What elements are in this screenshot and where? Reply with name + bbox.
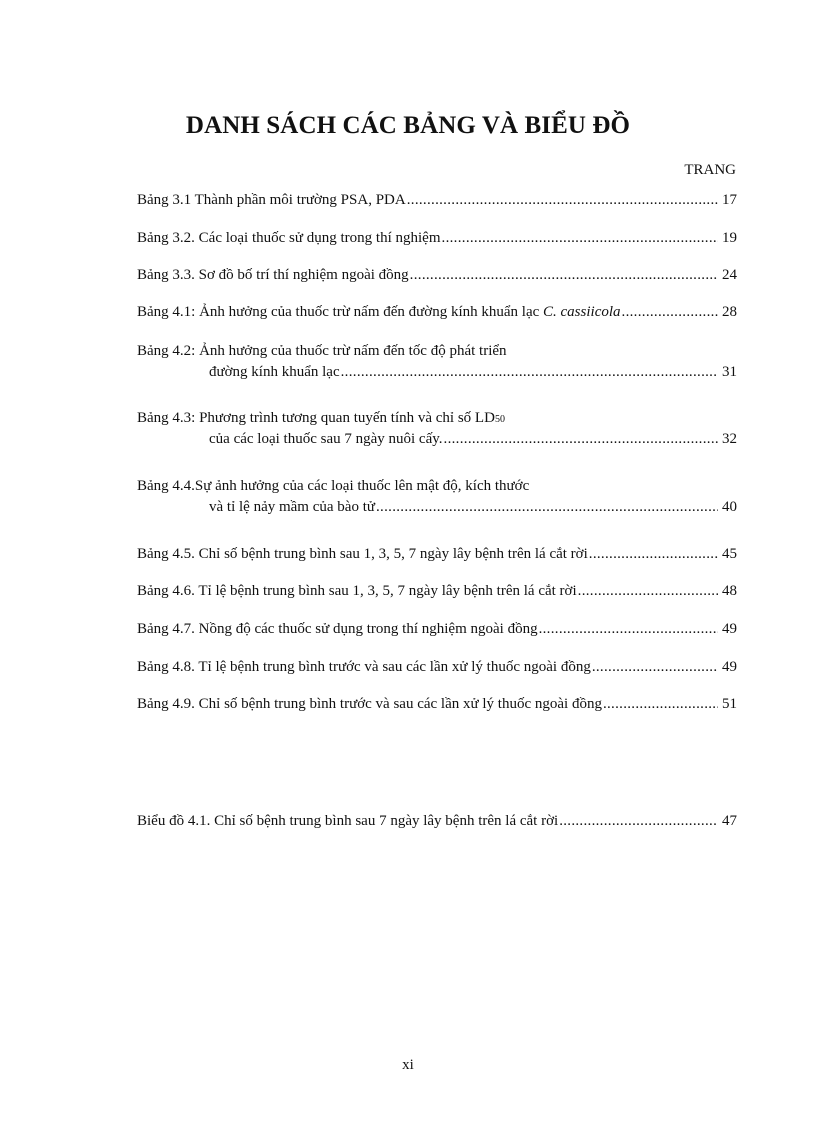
entry-page: 49 — [722, 659, 737, 675]
entry-text-line2: của các loại thuốc sau 7 ngày nuôi cấy. — [209, 431, 443, 447]
leader-dots — [341, 363, 718, 381]
entry-text: Biểu đồ 4.1. Chỉ số bệnh trung bình sau 7 ngày lây bệnh trên lá cắt rời — [137, 813, 559, 829]
toc-entry-bang-4-8[interactable] — [137, 658, 737, 676]
toc-entry-bang-4-4[interactable] — [137, 477, 737, 516]
page-title: DANH SÁCH CÁC BẢNG VÀ BIỂU ĐỒ — [185, 112, 631, 139]
leader-dots — [410, 266, 718, 284]
entry-text: Bảng 4.7. Nồng độ các thuốc sử dụng trong thí nghiệm ngoài đồng — [137, 621, 538, 637]
leader-dots — [589, 545, 718, 563]
entry-text-line1: Bảng 4.4.Sự ảnh hưởng của các loại thuốc lên mật độ, kích thước — [137, 478, 530, 494]
toc-entry-bang-4-9[interactable] — [137, 695, 737, 713]
entry-page: 49 — [722, 621, 737, 637]
entry-text: Bảng 3.2. Các loại thuốc sử dụng trong thí nghiệm — [137, 230, 441, 246]
toc-entry-bang-4-5[interactable] — [137, 545, 737, 563]
toc-entry-bieu-do-4-1[interactable] — [137, 812, 737, 830]
entry-text-line1: Bảng 4.3: Phương trình tương quan tuyến tính và chỉ số LD — [137, 410, 495, 426]
entry-page: 28 — [722, 304, 737, 320]
entry-page: 40 — [722, 499, 737, 515]
entry-text-line2: và tỉ lệ nảy mầm của bào tử — [209, 499, 375, 515]
leader-dots — [603, 695, 718, 713]
entry-page: 51 — [722, 696, 737, 712]
entry-species-name: C. cassiicola — [543, 304, 621, 320]
entry-page: 32 — [722, 431, 737, 447]
leader-dots — [578, 582, 718, 600]
entry-text-line2: đường kính khuẩn lạc — [209, 364, 340, 380]
entry-page: 47 — [722, 813, 737, 829]
toc-entry-bang-4-7[interactable] — [137, 620, 737, 638]
toc-entry-bang-3-2[interactable] — [137, 229, 737, 247]
toc-entry-bang-4-1[interactable] — [137, 303, 737, 321]
entry-text: Bảng 4.6. Tỉ lệ bệnh trung bình sau 1, 3, 5, 7 ngày lây bệnh trên lá cắt rời — [137, 583, 577, 599]
leader-dots — [444, 430, 718, 448]
entry-text: Bảng 4.5. Chỉ số bệnh trung bình sau 1, 3, 5, 7 ngày lây bệnh trên lá cắt rời — [137, 546, 588, 562]
entry-page: 24 — [722, 267, 737, 283]
toc-entry-bang-4-2[interactable] — [137, 342, 737, 381]
entry-text: Bảng 4.9. Chỉ số bệnh trung bình trước và sau các lần xử lý thuốc ngoài đồng — [137, 696, 602, 712]
entry-page: 17 — [722, 192, 737, 208]
entry-text: Bảng 3.1 Thành phần môi trường PSA, PDA — [137, 192, 406, 208]
page-column-header: TRANG — [684, 162, 736, 178]
entry-text: Bảng 4.8. Tỉ lệ bệnh trung bình trước và sau các lần xử lý thuốc ngoài đồng — [137, 659, 591, 675]
leader-dots — [539, 620, 718, 638]
leader-dots — [559, 812, 718, 830]
entry-text: Bảng 3.3. Sơ đồ bố trí thí nghiệm ngoài đồng — [137, 267, 409, 283]
toc-entry-bang-4-3[interactable]: Bảng 4.3: Phương trình tương quan tuyến tính và chỉ số LD 50 của các loại thuốc sau 7 ngày nuôi cấy. ..... 32 — [137, 409, 737, 448]
entry-text-line1: Bảng 4.2: Ảnh hưởng của thuốc trừ nấm đến tốc độ phát triển — [137, 343, 507, 359]
leader-dots — [407, 191, 718, 209]
entry-page: 48 — [722, 583, 737, 599]
page-number: xi — [402, 1057, 414, 1073]
entry-page: 19 — [722, 230, 737, 246]
toc-entry-bang-3-3[interactable] — [137, 266, 737, 284]
leader-dots — [592, 658, 718, 676]
toc-entry-bang-3-1[interactable] — [137, 191, 737, 209]
leader-dots — [442, 229, 718, 247]
entry-page: 45 — [722, 546, 737, 562]
leader-dots — [376, 498, 718, 516]
leader-dots — [622, 303, 718, 321]
entry-text: Bảng 4.1: Ảnh hưởng của thuốc trừ nấm đến đường kính khuẩn lạc — [137, 304, 544, 320]
toc-entry-bang-4-6[interactable] — [137, 582, 737, 600]
entry-page: 31 — [722, 364, 737, 380]
